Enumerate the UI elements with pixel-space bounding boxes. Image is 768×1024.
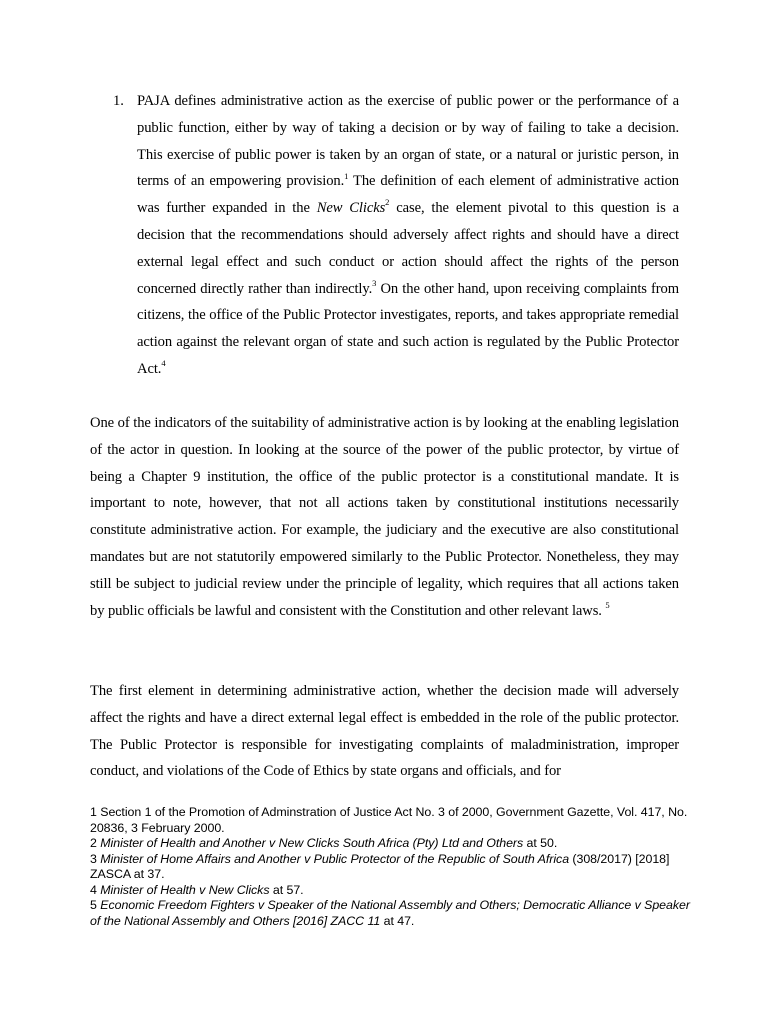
footnote-case-title: Minister of Home Affairs and Another v Public Protector of the Republic of South Africa xyxy=(100,851,570,866)
paragraph-legislation xyxy=(90,410,679,624)
footnote-ref-4[interactable]: 4 xyxy=(161,358,166,369)
footnote-2 xyxy=(90,836,690,852)
footnote-number: 5 xyxy=(90,898,97,912)
paragraph-text: One of the indicators of the suitability of administrative action is by looking at the enabling legislation of the actor in question. In looking at the source of the power of the public protector, by virtue of being a Chapter 9 institution, the office of the public protector is a constitutional mandate. It is important to note, however, that not all actions taken by constitutional institutions necessarily constitute administrative action. For example, the judiciary and the executive are also constitutional mandates but are not statutorily empowered similarly to the Public Protector. Nonetheless, they may still be subject to judicial review under the principle of legality, which requires that all actions taken by public officials be lawful and consistent with the Constitution and other relevant laws. xyxy=(90,415,679,619)
numbered-paragraph-1 xyxy=(113,88,679,383)
footnote-number: 3 xyxy=(90,851,97,866)
footnotes-section xyxy=(90,805,690,929)
case-name: New Clicks xyxy=(316,200,386,217)
footnote-text: (308/2017) [2018] ZASCA at 37. xyxy=(90,851,670,881)
paragraph-text: The first element in determining administrative action, whether the decision made will adversely affect the rights and have a direct external legal effect is embedded in the role of the public protector. The Public Protector is responsible for investigating complaints of maladministration, improper conduct, and violations of the Code of Ethics by state organs and officials, and for xyxy=(90,683,679,780)
footnote-ref-2[interactable]: 2 xyxy=(385,197,390,208)
footnote-5 xyxy=(90,898,690,929)
footnote-case-title: Minister of Health v New Clicks xyxy=(100,882,270,897)
footnote-ref-1[interactable]: 1 xyxy=(344,170,349,181)
footnote-number: 4 xyxy=(90,882,97,897)
footnote-text: at 47. xyxy=(380,913,415,928)
footnote-text: Section 1 of the Promotion of Adminstration of Justice Act No. 3 of 2000, Government Gazette, Vol. 417, No. 20836, 3 February 2000. xyxy=(90,805,688,835)
footnote-number: 2 xyxy=(90,836,97,850)
footnote-1 xyxy=(90,805,690,836)
paragraph-first-element xyxy=(90,678,679,785)
text-segment: PAJA defines administrative action as the exercise of public power or the performance of a public function, either by way of taking a decision or by way of failing to take a decision. This exercise of public power is taken by an organ of state, or a natural or juristic person, in terms of an empowering provision. xyxy=(137,93,679,190)
text-segment: On the other hand, upon receiving complaints from citizens, the office of the Public Protector investigates, reports, and takes appropriate remedial action against the relevant organ of state and such action is regulated by the Public Protector Act. xyxy=(137,280,679,377)
footnote-4 xyxy=(90,883,690,899)
footnote-3 xyxy=(90,852,690,883)
footnote-text: at 57. xyxy=(269,882,304,897)
numbered-paragraph-text xyxy=(137,88,679,383)
footnote-ref-3[interactable]: 3 xyxy=(372,277,377,288)
footnote-case-title: Minister of Health and Another v New Clicks South Africa (Pty) Ltd and Others xyxy=(100,836,524,850)
text-segment: case, the element pivotal to this question is a decision that the recommendations should adversely affect rights and should have a direct external legal effect and such conduct or action should affect the rights of the person concerned directly rather than indirectly. xyxy=(137,200,679,297)
footnote-number: 1 xyxy=(90,805,97,819)
text-segment: The definition of each element of administrative action was further expanded in the xyxy=(137,173,679,217)
footnote-text: at 50. xyxy=(523,836,558,850)
list-number: 1. xyxy=(113,93,124,109)
footnote-ref-5[interactable]: 5 xyxy=(605,599,610,610)
footnote-case-title: Economic Freedom Fighters v Speaker of the National Assembly and Others; Democratic Alliance v Speaker of the National Assembly and Others [2016] ZACC 11 xyxy=(90,898,690,928)
